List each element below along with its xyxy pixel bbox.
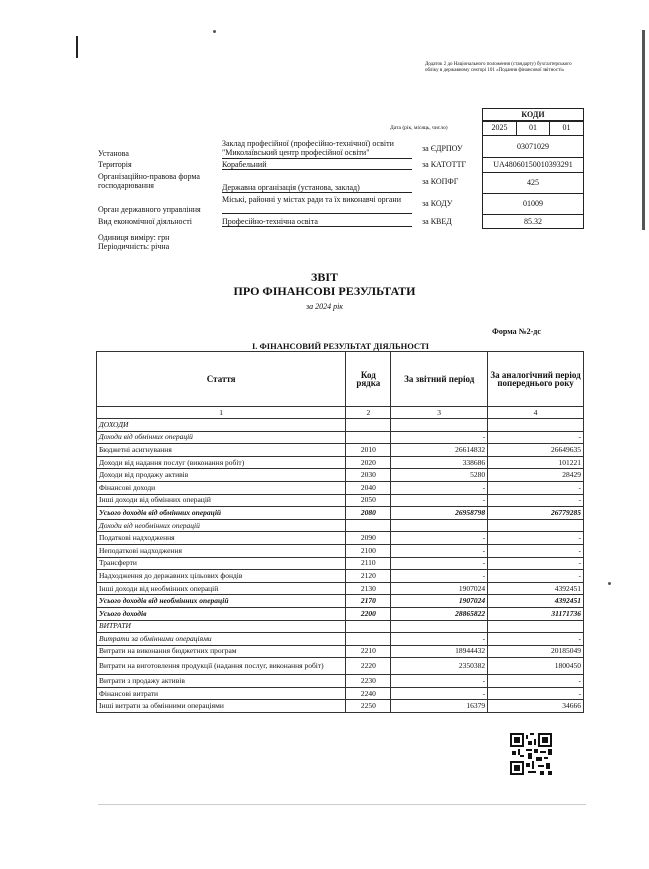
unit: Одиниця виміру: грн [98, 233, 170, 242]
table-row [97, 519, 584, 532]
header-code-label-katottg: за КАТОТТГ [422, 160, 467, 169]
row-current-value: - [391, 481, 488, 494]
financial-results-table [96, 351, 584, 713]
row-previous-value: 4392451 [488, 582, 584, 595]
page-edge-shadow [642, 30, 645, 230]
header-label-governing-body: Орган державного управління [98, 205, 201, 214]
underline [222, 169, 412, 170]
table-row [97, 658, 584, 675]
row-code: 2020 [346, 456, 391, 469]
row-previous-value: - [488, 687, 584, 700]
row-article: Інші витрати за обмінними операціями [97, 700, 346, 713]
row-current-value: 2350382 [391, 658, 488, 675]
appendix-note: Додаток 2 до Національного положення (стандарту) бухгалтерського обліку в державному секторі 101 «Подання фінансової звітності» [425, 62, 572, 73]
row-current-value [391, 419, 488, 432]
row-current-value: - [391, 675, 488, 688]
col-header-code: Код рядка [346, 352, 391, 407]
form-number: Форма №2-дс [492, 327, 541, 336]
row-previous-value: - [488, 431, 584, 444]
row-previous-value: 34666 [488, 700, 584, 713]
report-title: ЗВІТ [310, 270, 338, 284]
table-row [97, 444, 584, 457]
table-row [97, 595, 584, 608]
row-code: 2200 [346, 607, 391, 620]
row-code: 2030 [346, 469, 391, 482]
scan-dot [213, 30, 216, 33]
row-code: 2010 [346, 444, 391, 457]
header-value-governing-body: Міські, районні у містах ради та їх виконавчі органи [222, 195, 401, 204]
row-code [346, 519, 391, 532]
row-article: Доходи від надання послуг (виконання робіт) [97, 456, 346, 469]
row-current-value: 338686 [391, 456, 488, 469]
row-previous-value: 101221 [488, 456, 584, 469]
header-label-activity: Вид економічної діяльності [98, 217, 193, 226]
row-article: Трансферти [97, 557, 346, 570]
header-label-legal-form: Організаційно-правова форма господарювання [98, 172, 200, 190]
row-article: Бюджетні асигнування [97, 444, 346, 457]
col-header-article: Стаття [97, 352, 346, 407]
header-value-legal-form: Державна організація (установа, заклад) [222, 183, 360, 192]
col-number: 3 [391, 407, 488, 419]
report-year: за 2024 рік [305, 302, 344, 311]
col-number: 2 [346, 407, 391, 419]
header-code-label-kodu: за КОДУ [422, 199, 453, 208]
date-day: 01 [549, 120, 584, 136]
row-previous-value: - [488, 557, 584, 570]
footer-rule [98, 804, 586, 805]
col-number: 4 [488, 407, 584, 419]
row-code: 2100 [346, 544, 391, 557]
row-article: Фінансові витрати [97, 687, 346, 700]
row-previous-value: - [488, 570, 584, 583]
codes-header: КОДИ [482, 108, 584, 122]
row-current-value: 16379 [391, 700, 488, 713]
row-code: 2050 [346, 494, 391, 507]
row-code: 2080 [346, 507, 391, 520]
row-previous-value: 28429 [488, 469, 584, 482]
row-current-value: - [391, 431, 488, 444]
periodicity: Періодичність: річна [98, 242, 170, 251]
row-current-value [391, 519, 488, 532]
table-row [97, 675, 584, 688]
row-article: Витрати з продажу активів [97, 675, 346, 688]
row-current-value: 1907024 [391, 582, 488, 595]
table-row [97, 607, 584, 620]
table-row [97, 481, 584, 494]
row-code: 2090 [346, 532, 391, 545]
date-month: 01 [516, 120, 550, 136]
table-row [97, 700, 584, 713]
header-value-territory: Корабельний [222, 160, 267, 169]
row-article: ДОХОДИ [97, 419, 346, 432]
date-year: 2025 [482, 120, 517, 136]
row-code: 2120 [346, 570, 391, 583]
row-article: Витрати на виготовлення продукції (надання послуг, виконання робіт) [97, 658, 346, 675]
row-previous-value: 31171736 [488, 607, 584, 620]
header-code-katottg: UA48060150010393291 [482, 157, 584, 173]
row-code: 2130 [346, 582, 391, 595]
row-article: ВИТРАТИ [97, 620, 346, 633]
scan-mark [76, 36, 78, 58]
row-previous-value: - [488, 675, 584, 688]
table-row [97, 419, 584, 432]
row-previous-value: - [488, 532, 584, 545]
date-label: Дата (рік, місяць, число) [390, 125, 448, 131]
table-row [97, 620, 584, 633]
row-previous-value: - [488, 544, 584, 557]
row-previous-value: - [488, 494, 584, 507]
table-row [97, 557, 584, 570]
row-code [346, 419, 391, 432]
row-code: 2240 [346, 687, 391, 700]
header-code-edrpou: 03071029 [482, 135, 584, 158]
table-row [97, 431, 584, 444]
table-row [97, 570, 584, 583]
row-code [346, 633, 391, 646]
header-code-kved: 85.32 [482, 214, 584, 229]
report-subtitle: ПРО ФІНАНСОВІ РЕЗУЛЬТАТИ [233, 284, 416, 298]
col-number: 1 [97, 407, 346, 419]
row-article: Інші доходи від необмінних операцій [97, 582, 346, 595]
row-article: Доходи від обмінних операцій [97, 431, 346, 444]
row-article: Надходження до державних цільових фондів [97, 570, 346, 583]
header-label-territory: Територія [98, 160, 132, 169]
row-code: 2170 [346, 595, 391, 608]
row-previous-value [488, 419, 584, 432]
underline [222, 158, 412, 159]
row-code: 2040 [346, 481, 391, 494]
table-row [97, 456, 584, 469]
row-article: Податкові надходження [97, 532, 346, 545]
table-row [97, 507, 584, 520]
row-current-value: - [391, 532, 488, 545]
table-row [97, 633, 584, 646]
row-previous-value: 20185049 [488, 645, 584, 658]
row-previous-value [488, 519, 584, 532]
underline [222, 213, 412, 214]
row-article: Усього доходів [97, 607, 346, 620]
qr-code [510, 733, 552, 775]
table-row [97, 687, 584, 700]
row-code: 2220 [346, 658, 391, 675]
col-header-current: За звітний період [391, 352, 488, 407]
row-previous-value: - [488, 481, 584, 494]
row-code: 2110 [346, 557, 391, 570]
scan-dot [608, 582, 611, 585]
row-code: 2210 [346, 645, 391, 658]
row-previous-value: 26649635 [488, 444, 584, 457]
table-row [97, 494, 584, 507]
row-current-value: 26958798 [391, 507, 488, 520]
row-current-value: 5280 [391, 469, 488, 482]
row-article: Усього доходів від обмінних операцій [97, 507, 346, 520]
header-value-institution: Заклад професійної (професійно-технічної) освіти "Миколаївський центр професійної освіти" [222, 139, 394, 157]
col-header-previous: За аналогічний період попереднього року [488, 352, 584, 407]
row-article: Доходи від необмінних операцій [97, 519, 346, 532]
row-article: Неподаткові надходження [97, 544, 346, 557]
row-article: Доходи від продажу активів [97, 469, 346, 482]
row-current-value: - [391, 570, 488, 583]
table-row [97, 544, 584, 557]
row-code [346, 431, 391, 444]
row-article: Витрати за обмінними операціями [97, 633, 346, 646]
row-article: Усього доходів від необмінних операцій [97, 595, 346, 608]
row-current-value [391, 620, 488, 633]
table-row [97, 645, 584, 658]
row-current-value: - [391, 557, 488, 570]
row-previous-value [488, 620, 584, 633]
row-article: Інші доходи від обмінних операцій [97, 494, 346, 507]
row-previous-value: 4392451 [488, 595, 584, 608]
row-current-value: - [391, 633, 488, 646]
row-article: Витрати на виконання бюджетних програм [97, 645, 346, 658]
table-row [97, 469, 584, 482]
row-current-value: 18944432 [391, 645, 488, 658]
header-code-kopfg: 425 [482, 172, 584, 194]
header-code-kodu: 01009 [482, 193, 584, 215]
table-row [97, 532, 584, 545]
row-current-value: - [391, 494, 488, 507]
header-code-label-kved: за КВЕД [422, 217, 452, 226]
row-previous-value: - [488, 633, 584, 646]
row-previous-value: 1800450 [488, 658, 584, 675]
table-row [97, 582, 584, 595]
row-code [346, 620, 391, 633]
underline [222, 226, 412, 227]
section-title: І. ФІНАНСОВИЙ РЕЗУЛЬТАТ ДІЯЛЬНОСТІ [251, 341, 430, 351]
header-code-label-edrpou: за ЄДРПОУ [422, 144, 463, 153]
row-current-value: 26614832 [391, 444, 488, 457]
underline [222, 192, 412, 193]
row-article: Фінансові доходи [97, 481, 346, 494]
row-current-value: 28865822 [391, 607, 488, 620]
row-code: 2230 [346, 675, 391, 688]
row-previous-value: 26779285 [488, 507, 584, 520]
header-label-institution: Установа [98, 149, 129, 158]
header-code-label-kopfg: за КОПФГ [422, 177, 459, 186]
row-current-value: - [391, 687, 488, 700]
header-value-activity: Професійно-технічна освіта [222, 217, 318, 226]
row-current-value: 1907024 [391, 595, 488, 608]
row-code: 2250 [346, 700, 391, 713]
row-current-value: - [391, 544, 488, 557]
